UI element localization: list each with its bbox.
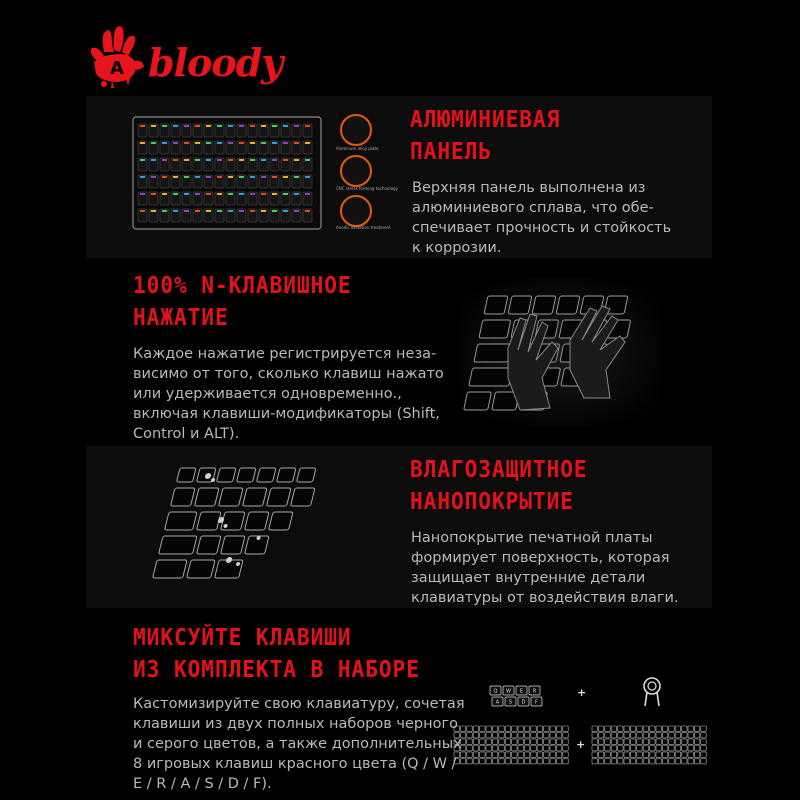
keycap-puller-icon [640,676,664,708]
keycap-letter: Q [493,688,498,695]
anodic-oxidation-label: Anodic oxidation treatment [336,225,391,230]
nkey-text-line: Control и ALT). [133,426,240,442]
waterproof-text-line: формирует поверхность, которая [411,550,670,566]
waterproof-keyboard-image [140,458,335,593]
waterproof-heading-line-1: ВЛАГОЗАЩИТНОЕ [410,457,588,483]
nkey-heading-line-1: 100% N-КЛАВИШНОЕ [133,273,352,299]
keycaps-description [133,694,465,794]
gaming-keycaps-set-icon [488,684,544,708]
keycaps-heading-line-1: МИКСУЙТЕ КЛАВИШИ [133,625,352,651]
keycaps-text-line: E / R / A / S / D / F). [133,776,272,792]
waterproof-text-line: защищает внутренние детали [411,570,646,586]
aluminum-text-line: спечивает прочность и стойкость [412,220,672,236]
keycap-letter: A [495,699,500,706]
keycap-letter: F [535,699,538,706]
svg-text:A: A [110,58,124,79]
plus-sign: + [577,686,587,699]
aluminum-alloy-label: Aluminum alloy plate [336,146,379,151]
aluminum-heading [410,104,560,168]
nkey-heading [133,270,352,334]
aluminum-heading-line-2: ПАНЕЛЬ [410,139,492,165]
aluminum-description [412,178,671,258]
keycaps-text-line: Кастомизируйте свою клавиатуру, сочетая [133,696,465,712]
nkey-text-line: или удерживается одновременно., [133,386,402,402]
keycap-letter: W [506,688,511,695]
keycaps-text-line: 8 игровых клавиш красного цвета (Q / W / [133,756,457,772]
waterproof-description [411,528,679,608]
aluminum-text-line: алюминиевого сплава, что обе- [412,200,654,216]
nkey-heading-line-2: НАЖАТИЕ [133,305,229,331]
aluminum-alloy-icon [340,114,372,146]
black-keycap-set-icon [452,724,570,766]
aluminum-text-line: к коррозии. [412,240,502,256]
waterproof-heading [410,454,588,518]
keycaps-text-line: и серого цветов, а также дополнительных [133,736,462,752]
keycap-letter: R [532,688,537,695]
grey-keycap-set-icon [590,724,708,766]
nkey-description [133,344,444,444]
keycap-letter: D [521,699,526,706]
nkey-text-line: включая клавиши-модификаторы (Shift, [133,406,440,422]
keycap-letter: S [508,699,513,706]
waterproof-text-line: клавиатуры от воздействия влаги. [411,590,679,606]
brand-wordmark: bloody [148,40,283,85]
cnc-forming-icon [340,155,372,187]
keycaps-heading-line-2: ИЗ КОМПЛЕКТА В НАБОРЕ [133,657,420,683]
anodic-oxidation-icon [340,195,372,227]
keycaps-heading [133,622,420,686]
hand-logo-icon [82,22,152,88]
waterproof-text-line: Нанопокрытие печатной платы [411,530,653,546]
keycaps-text-line: клавиши из двух полных наборов черного [133,716,458,732]
nkey-text-line: висимо от того, сколько клавиш нажато [133,366,444,382]
keycap-letter: E [519,688,524,695]
hands-on-keyboard-image [460,278,660,426]
aluminum-keyboard-image [130,114,325,232]
cnc-forming-label: CNC stress forming technology [336,186,398,191]
nkey-text-line: Каждое нажатие регистрируется неза- [133,346,437,362]
waterproof-heading-line-2: НАНОПОКРЫТИЕ [410,489,574,515]
bloody-logo [82,22,283,92]
plus-sign-2: + [576,738,586,751]
aluminum-heading-line-1: АЛЮМИНИЕВАЯ [410,107,561,133]
aluminum-text-line: Верхняя панель выполнена из [412,180,646,196]
